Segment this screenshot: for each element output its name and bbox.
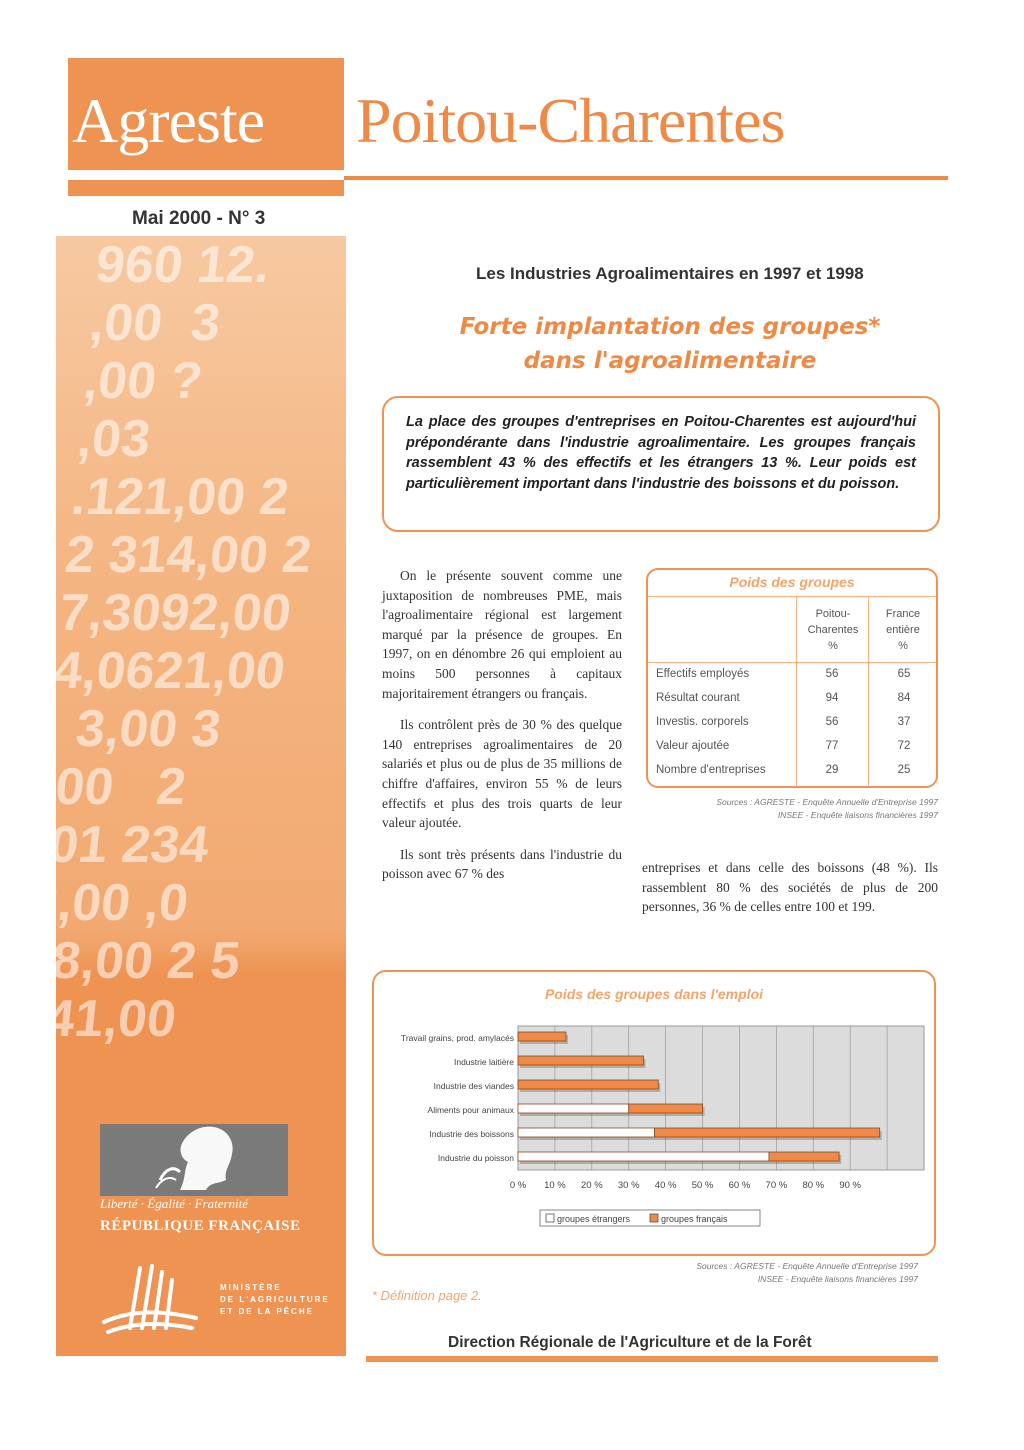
publisher: Direction Régionale de l'Agriculture et de la Forêt bbox=[448, 1334, 812, 1351]
bar-french bbox=[518, 1056, 643, 1065]
table-cell-france: 25 bbox=[897, 764, 911, 776]
ministry-wheat-logo-icon bbox=[100, 1258, 200, 1338]
x-tick-label: 20 % bbox=[580, 1180, 603, 1191]
footer-rule bbox=[366, 1356, 938, 1362]
body-column-1 bbox=[382, 566, 622, 896]
chart-title: Poids des groupes dans l'emploi bbox=[544, 986, 764, 1002]
bar-french bbox=[769, 1152, 839, 1161]
table-rule bbox=[648, 596, 936, 597]
bar-french bbox=[518, 1032, 566, 1041]
paragraph: Ils sont très présents dans l'industrie du poisson avec 67 % des bbox=[382, 846, 622, 882]
x-tick-label: 30 % bbox=[617, 1180, 640, 1191]
bar-french bbox=[629, 1104, 703, 1113]
table-row-label: Effectifs employés bbox=[656, 668, 750, 680]
x-tick-label: 10 % bbox=[544, 1180, 566, 1191]
table-row-label: Investis. corporels bbox=[656, 716, 749, 728]
legend-swatch bbox=[546, 1214, 554, 1222]
brand-name: Agreste bbox=[72, 85, 265, 156]
bar-foreign bbox=[518, 1128, 655, 1137]
table-cell-france: 37 bbox=[897, 716, 911, 728]
legend-label: groupes français bbox=[661, 1214, 728, 1224]
headline-line-2: dans l'agroalimentaire bbox=[523, 348, 817, 374]
table-cell-poitou: 56 bbox=[825, 668, 839, 680]
x-tick-label: 60 % bbox=[728, 1180, 751, 1191]
marianne-profile-icon bbox=[140, 1118, 250, 1198]
legend-swatch bbox=[650, 1214, 658, 1222]
table-column-rule bbox=[796, 596, 797, 786]
bar-french bbox=[655, 1128, 880, 1137]
headline-line-1: Forte implantation des groupes* bbox=[459, 314, 881, 340]
x-tick-label: 90 % bbox=[839, 1180, 862, 1191]
republic-motto: Liberté · Égalité · Fraternité bbox=[100, 1196, 249, 1211]
category-label: Industrie laitière bbox=[453, 1057, 514, 1067]
table-source: Sources : AGRESTE - Enquête Annuelle d'Entreprise 1997 INSEE - Enquête liaisons financières 1997 bbox=[716, 797, 938, 820]
x-tick-label: 40 % bbox=[654, 1180, 677, 1191]
table-cell-france: 65 bbox=[897, 668, 911, 680]
table-rule bbox=[648, 662, 936, 663]
bar-french bbox=[518, 1080, 658, 1089]
decorative-numbers: 960 12. ,00 3 ,00 ? ,03 .121,00 2 2 314,00 2 7,3092,00 4,0621,00 3,00 3 ,00 2 ,01 234 3,00 ,0 98,00 2 5 341,00 bbox=[13, 236, 315, 1048]
chart-source: Sources : AGRESTE - Enquête Annuelle d'Entreprise 1997 INSEE - Enquête liaisons financières 1997 bbox=[696, 1261, 918, 1284]
body-column-2: entreprises et dans celle des boissons (48 %). Ils rassemblent 80 % des sociétés de plus de 200 personnes, 36 % de celles entre 100 et 199. bbox=[642, 860, 938, 915]
table-cell-france: 84 bbox=[897, 692, 911, 704]
table-row-label: Valeur ajoutée bbox=[656, 740, 730, 752]
paragraph: Ils contrôlent près de 30 % des quelque 140 entreprises agroalimentaires de 20 salariés et plus ou de plus de 35 millions de chiffre d'affaires, environ 55 % de leurs effectifs et plus des trois quarts de leur valeur ajoutée. bbox=[382, 717, 622, 831]
legend-label: groupes étrangers bbox=[557, 1214, 631, 1224]
article-headline bbox=[400, 310, 940, 378]
footnote: * Définition page 2. bbox=[372, 1288, 482, 1303]
table-cell-france: 72 bbox=[897, 740, 911, 752]
table-header-poitou: Poitou- Charentes % bbox=[807, 608, 859, 652]
article-lead: La place des groupes d'entreprises en Poitou-Charentes est aujourd'hui prépondérante dans l'industrie agroalimentaire. Les groupes français rassemblent 43 % des effectifs et les étrangers 13 %. Leur poids est particulièrement important dans l'industrie des boissons et du poisson. bbox=[382, 396, 940, 532]
table-row-label: Nombre d'entreprises bbox=[656, 764, 766, 776]
x-tick-label: 80 % bbox=[802, 1180, 825, 1191]
ministry-name: MINISTÈRE DE L'AGRICULTURE ET DE LA PÊCHE bbox=[220, 1283, 330, 1316]
employment-chart bbox=[372, 1008, 932, 1254]
table-row-label: Résultat courant bbox=[656, 692, 740, 704]
category-label: Industrie des viandes bbox=[433, 1081, 514, 1091]
bar-foreign bbox=[518, 1104, 629, 1113]
paragraph: On le présente souvent comme une juxtaposition de nombreuses PME, mais l'agroalimentaire régional est largement marqué par la présence de groupes. En 1997, on en dénombre 26 qui emploient au moins 500 personnes à capitaux majoritairement étrangers ou français. bbox=[382, 568, 622, 701]
article-subject: Les Industries Agroalimentaires en 1997 et 1998 bbox=[476, 264, 864, 283]
category-label: Industrie du poisson bbox=[437, 1153, 514, 1163]
table-cell-poitou: 56 bbox=[825, 716, 839, 728]
table-header-france: France entière % bbox=[885, 608, 921, 652]
x-tick-label: 50 % bbox=[691, 1180, 714, 1191]
region-name: Poitou-Charentes bbox=[356, 85, 785, 156]
x-tick-label: 70 % bbox=[765, 1180, 788, 1191]
category-label: Travail grains, prod. amylacés bbox=[400, 1033, 514, 1043]
masthead-rule bbox=[344, 176, 948, 180]
x-tick-label: 0 % bbox=[509, 1180, 527, 1191]
table-cell-poitou: 77 bbox=[825, 740, 839, 752]
bar-foreign bbox=[518, 1152, 769, 1161]
issue-number: Mai 2000 - N° 3 bbox=[132, 208, 266, 229]
table-column-rule bbox=[868, 596, 869, 786]
table-cell-poitou: 94 bbox=[825, 692, 839, 704]
category-label: Industrie des boissons bbox=[429, 1129, 514, 1139]
republic-name: RÉPUBLIQUE FRANÇAISE bbox=[100, 1218, 301, 1234]
table-cell-poitou: 29 bbox=[825, 764, 839, 776]
plot-area bbox=[518, 1026, 924, 1170]
masthead-band bbox=[68, 180, 344, 196]
category-label: Aliments pour animaux bbox=[427, 1105, 514, 1115]
table-title: Poids des groupes bbox=[729, 574, 855, 590]
